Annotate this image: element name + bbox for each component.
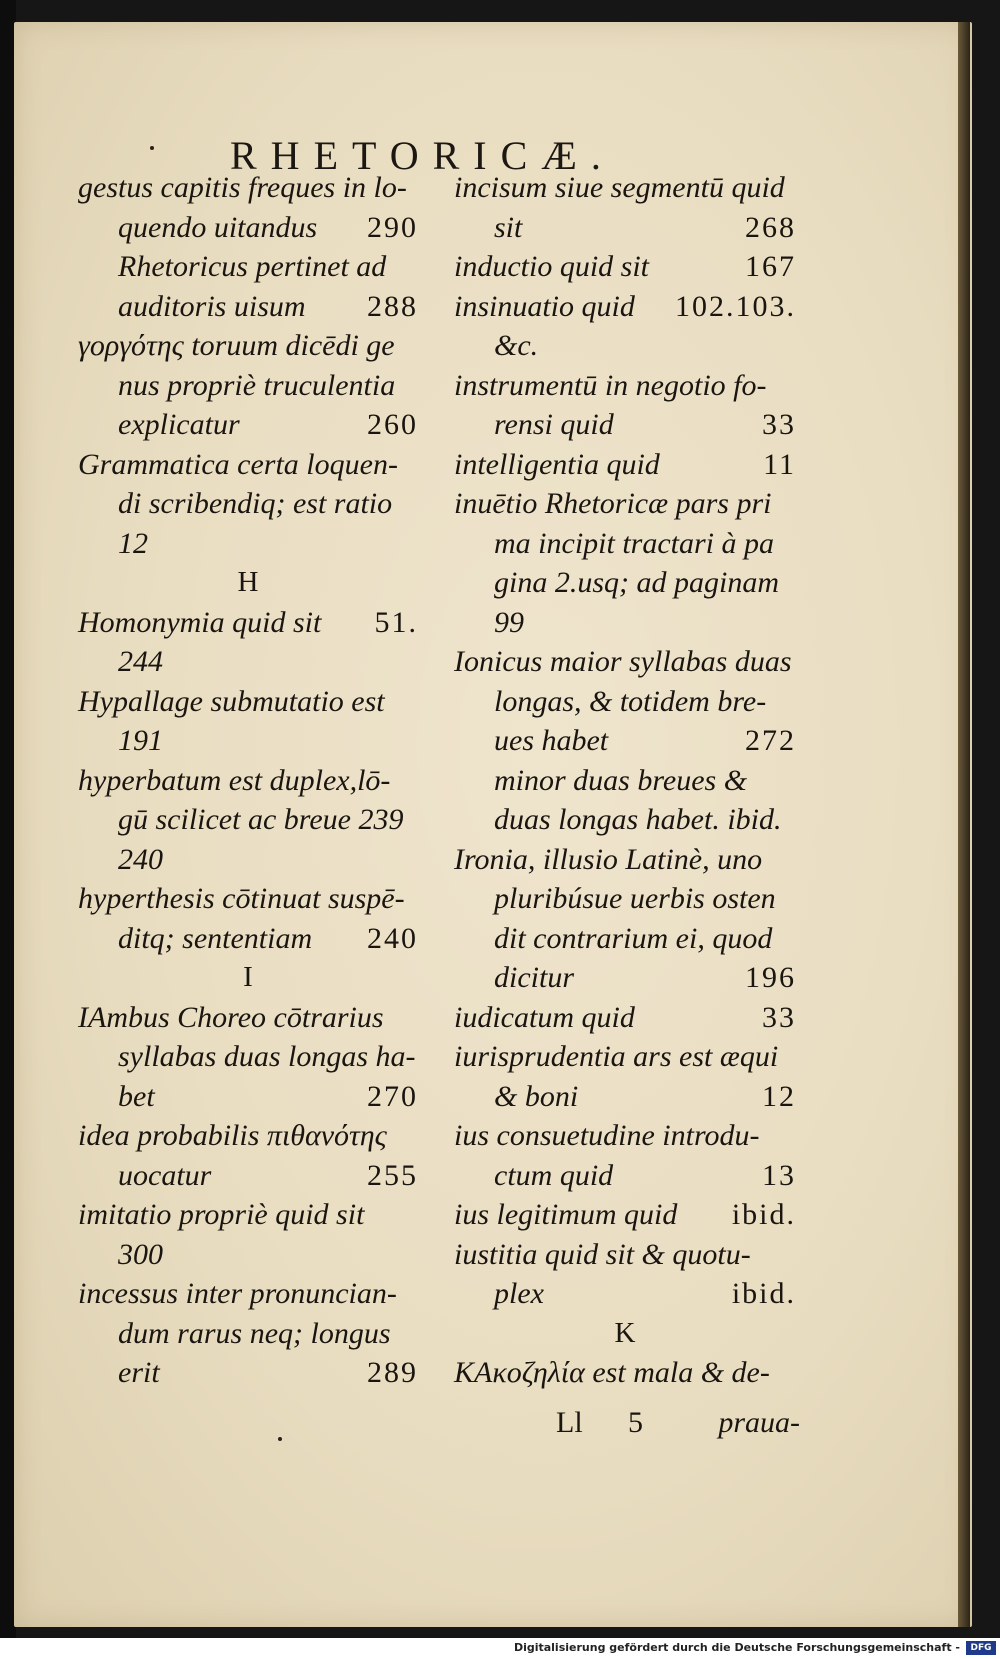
- right-index-entry: [454, 1077, 796, 1117]
- left-index-entry: [78, 1037, 418, 1077]
- entry-text: minor duas breues &: [494, 763, 748, 797]
- catchword: praua-: [718, 1406, 800, 1439]
- ink-speck: [278, 1437, 282, 1441]
- entry-text: 191: [118, 724, 163, 757]
- right-index-entry: [454, 1195, 796, 1235]
- right-index-entry: [454, 998, 796, 1038]
- left-index-entry: [78, 168, 418, 208]
- left-index-entry: [78, 682, 418, 722]
- right-index-entry: [454, 1037, 796, 1077]
- entry-text: ditq; sententiam: [118, 921, 313, 955]
- entry-text: & boni: [494, 1079, 579, 1113]
- right-index-entry: [454, 721, 796, 761]
- left-index-entry: [78, 879, 418, 919]
- ink-speck: [150, 146, 154, 150]
- entry-text: hyperthesis cōtinuat suspē-: [78, 882, 405, 915]
- entry-text: I: [243, 961, 253, 993]
- entry-text: 99: [494, 605, 524, 639]
- dfg-logo-icon: DFG: [966, 1641, 996, 1655]
- entry-text: ctum quid: [494, 1158, 614, 1192]
- entry-text: ma incipit tractari à pa: [494, 526, 774, 560]
- entry-page-ref: ibid.: [731, 1198, 796, 1231]
- entry-text: 244: [118, 645, 163, 678]
- entry-page-ref: 255: [367, 1158, 418, 1192]
- entry-text: plex: [494, 1277, 544, 1310]
- signature-number: 5: [628, 1406, 643, 1439]
- entry-page-ref: 240: [367, 921, 418, 955]
- entry-text: duas longas habet. ibid.: [494, 803, 782, 836]
- right-index-entry: [454, 1156, 796, 1196]
- right-index-entry: [454, 800, 796, 840]
- right-index-entry: [454, 405, 796, 445]
- entry-page-ref: 33: [762, 1000, 796, 1034]
- entry-text: hyperbatum est duplex,lō-: [78, 763, 391, 797]
- left-index-entry: [78, 1274, 418, 1314]
- left-index-entry: [78, 208, 418, 248]
- entry-text: erit: [118, 1356, 160, 1389]
- entry-page-ref: 196: [745, 961, 796, 994]
- right-index-entry: [454, 208, 796, 248]
- entry-text: nus propriè truculentia: [118, 368, 396, 402]
- right-index-entry: [454, 642, 796, 682]
- entry-text: auditoris uisum: [118, 289, 306, 323]
- entry-text: 300: [118, 1237, 163, 1271]
- left-index-entry: [78, 524, 418, 564]
- entry-text: insinuatio quid: [454, 289, 635, 323]
- entry-text: Grammatica certa loquen-: [78, 447, 398, 481]
- entry-text: idea probabilis πιθανότης: [78, 1119, 387, 1152]
- right-index-entry: [454, 1235, 796, 1275]
- right-index-entry: [454, 879, 796, 919]
- right-index-entry: [454, 445, 796, 485]
- entry-page-ref: 13: [762, 1158, 796, 1192]
- left-index-entry: [78, 405, 418, 445]
- entry-text: iudicatum quid: [454, 1000, 635, 1034]
- left-index-entry: [78, 287, 418, 327]
- entry-text: inductio quid sit: [454, 250, 649, 283]
- right-index-entry: [454, 603, 796, 643]
- left-index-entry: [78, 642, 418, 682]
- left-index-entry: [78, 840, 418, 880]
- entry-page-ref: 167: [745, 250, 796, 283]
- left-letter-heading: [78, 563, 418, 603]
- entry-page-ref: 102.103.: [675, 289, 796, 323]
- entry-text: Rhetoricus pertinet ad: [118, 250, 387, 283]
- entry-page-ref: 11: [763, 447, 796, 481]
- right-index-entry: [454, 1274, 796, 1314]
- right-index-entry: [454, 1353, 796, 1393]
- entry-page-ref: 260: [367, 408, 418, 441]
- entry-text: 240: [118, 842, 163, 876]
- left-index-entry: [78, 1314, 418, 1354]
- entry-text: γοργότης toruum dicēdi ge: [78, 329, 395, 362]
- entry-text: instrumentū in negotio fo-: [454, 368, 767, 402]
- left-index-entry: [78, 761, 418, 801]
- entry-text: iurisprudentia ars est æqui: [454, 1040, 779, 1073]
- right-index-entry: [454, 761, 796, 801]
- left-index-entry: [78, 1116, 418, 1156]
- left-index-entry: [78, 919, 418, 959]
- entry-text: uocatur: [118, 1158, 212, 1192]
- entry-text: dit contrarium ei, quod: [494, 921, 773, 955]
- catchline: [540, 1406, 800, 1446]
- entry-text: dicitur: [494, 961, 574, 994]
- entry-text: H: [237, 566, 259, 598]
- entry-page-ref: 270: [367, 1079, 418, 1113]
- entry-text: incessus inter pronuncian-: [78, 1277, 397, 1310]
- right-index-entry: [454, 287, 796, 327]
- entry-page-ref: 289: [367, 1356, 418, 1389]
- entry-text: gina 2.usq; ad paginam: [494, 566, 779, 599]
- left-index-entry: [78, 1156, 418, 1196]
- entry-text: bet: [118, 1079, 155, 1113]
- index-column-left: [78, 168, 418, 1393]
- entry-text: longas, & totidem bre-: [494, 684, 767, 718]
- entry-text: Ironia, illusio Latinè, uno: [454, 842, 763, 876]
- page-edge: [958, 22, 970, 1627]
- footer-credit: Digitalisierung gefördert durch die Deutsche Forschungsgemeinschaft -: [513, 1641, 960, 1654]
- index-column-right: [454, 168, 796, 1393]
- left-index-entry: [78, 326, 418, 366]
- right-index-entry: [454, 326, 796, 366]
- entry-text: gestus capitis freques in lo-: [78, 171, 407, 204]
- right-index-entry: [454, 919, 796, 959]
- entry-text: IAmbus Choreo cōtrarius: [78, 1000, 384, 1034]
- entry-text: &c.: [494, 329, 539, 362]
- entry-page-ref: 33: [762, 408, 796, 441]
- signature-mark: Ll: [556, 1406, 583, 1439]
- entry-page-ref: 51.: [374, 605, 418, 639]
- right-index-entry: [454, 366, 796, 406]
- entry-page-ref: 268: [745, 210, 796, 244]
- right-index-entry: [454, 484, 796, 524]
- entry-text: incisum siue segmentū quid: [454, 171, 785, 204]
- left-letter-heading: [78, 958, 418, 998]
- left-index-entry: [78, 721, 418, 761]
- entry-text: intelligentia quid: [454, 447, 660, 481]
- entry-text: dum rarus neq; longus: [118, 1316, 391, 1350]
- running-head: RHETORICÆ.: [230, 133, 615, 178]
- entry-text: quendo uitandus: [118, 210, 318, 244]
- entry-text: rensi quid: [494, 408, 614, 441]
- right-index-entry: [454, 1116, 796, 1156]
- entry-text: syllabas duas longas ha-: [118, 1040, 416, 1073]
- entry-text: explicatur: [118, 408, 240, 441]
- entry-text: imitatio propriè quid sit: [78, 1198, 365, 1231]
- left-index-entry: [78, 1235, 418, 1275]
- entry-page-ref: 272: [745, 724, 796, 757]
- right-letter-heading: [454, 1314, 796, 1354]
- right-index-entry: [454, 840, 796, 880]
- left-index-entry: [78, 998, 418, 1038]
- left-index-entry: [78, 247, 418, 287]
- entry-text: Hypallage submutatio est: [78, 684, 385, 718]
- entry-page-ref: 288: [367, 289, 418, 323]
- left-index-entry: [78, 1353, 418, 1393]
- left-index-entry: [78, 366, 418, 406]
- entry-text: ues habet: [494, 724, 609, 757]
- entry-page-ref: ibid.: [731, 1277, 796, 1310]
- entry-text: Homonymia quid sit: [78, 605, 322, 639]
- left-index-entry: [78, 603, 418, 643]
- entry-text: inuētio Rhetoricæ pars pri: [454, 487, 772, 520]
- right-index-entry: [454, 168, 796, 208]
- entry-text: di scribendiq; est ratio: [118, 487, 393, 520]
- left-index-entry: [78, 484, 418, 524]
- entry-text: pluribúsue uerbis osten: [494, 882, 776, 915]
- entry-text: gū scilicet ac breue 239: [118, 803, 404, 836]
- left-index-entry: [78, 800, 418, 840]
- entry-text: ius legitimum quid: [454, 1198, 678, 1231]
- right-index-entry: [454, 247, 796, 287]
- left-index-entry: [78, 1077, 418, 1117]
- entry-text: K: [614, 1316, 636, 1349]
- right-index-entry: [454, 524, 796, 564]
- right-index-entry: [454, 958, 796, 998]
- entry-page-ref: 12: [762, 1079, 796, 1113]
- entry-text: iustitia quid sit & quotu-: [454, 1237, 751, 1271]
- entry-text: sit: [494, 210, 523, 244]
- entry-text: 12: [118, 526, 148, 560]
- left-index-entry: [78, 445, 418, 485]
- entry-text: ius consuetudine introdu-: [454, 1119, 760, 1152]
- entry-text: Ionicus maior syllabas duas: [454, 645, 792, 678]
- right-index-entry: [454, 682, 796, 722]
- entry-page-ref: 290: [367, 210, 418, 244]
- left-index-entry: [78, 1195, 418, 1235]
- entry-text: KAκοζηλία est mala & de-: [454, 1356, 770, 1389]
- right-index-entry: [454, 563, 796, 603]
